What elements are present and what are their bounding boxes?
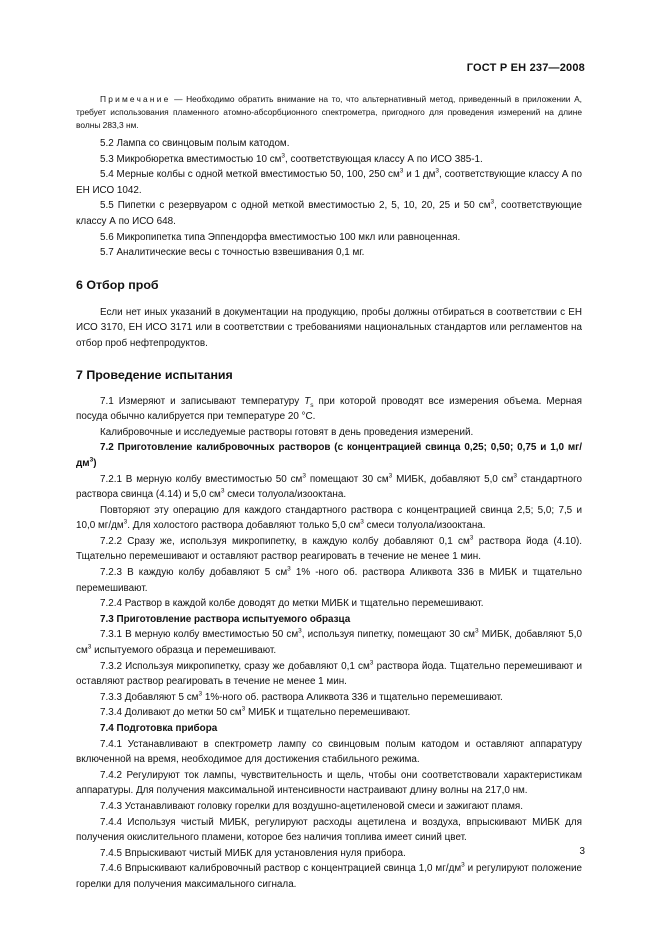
subsection-7-4-heading: 7.4 Подготовка прибора [100,723,218,734]
paragraph-7-2-2: 7.2.2 Сразу же, используя микропипетку, в каждую колбу добавляют 0,1 $см^3$ раствора йода (4.10). Тщательно перемешивают и оставляют раствор реагировать в течение не менее 1 мин. [76,534,582,563]
section-6-text: Если нет иных указаний в документации на продукцию, пробы должны отбираться в соответствии с ЕН ИСО 3170, ЕН ИСО 3171 или в соответствии с требованиями национальных стандартов или регламентов на отбор проб нефтепродуктов. [76,306,582,349]
paragraph-7-2-4: 7.2.4 Раствор в каждой колбе доводят до метки МИБК и тщательно перемешивают. [100,598,484,610]
paragraph-7-2-1-repeat: Повторяют эту операцию для каждого стандартного раствора с концентрацией свинца 2,5; 5,0; 7,5 и 10,0 $мг/дм^3$. Для холостого раствора добавляют только 5,0 $см^3$ смеси толуола/изооктана. [76,504,582,532]
paragraph-7-2-3: 7.2.3 В каждую колбу добавляют 5 $см^3$ 1% -ного об. раствора Аликвота 336 в МИБК и тщательно перемешивают. [76,565,582,594]
subsection-7-2-heading: 7.2 Приготовление калибровочных растворов (с концентрацией свинца 0,25; 0,50; 0,75 и 1,0 $мг/дм^3$) [76,442,582,469]
paragraph-7-4-5: 7.4.5 Впрыскивают чистый МИБК для установления нуля прибора. [100,847,406,859]
item-5-5: 5.5 Пипетки с резервуаром с одной меткой вместимостью 2, 5, 10, 20, 25 и 50 $см^3$, соответствующие классу А по ИСО 648. [76,199,582,227]
item-5-7: 5.7 Аналитические весы с точностью взвешивания 0,1 мг. [100,247,365,259]
section-6-heading: 6 Отбор проб [76,277,159,292]
paragraph-7-1 [76,394,582,425]
item-5-4: 5.4 Мерные колбы с одной меткой вместимостью 50, 100, 250 $см^3$ и 1 $дм^3$, соответствующие классу А по ЕН ИСО 1042. [76,167,583,196]
item-5-3: 5.3 Микробюретка вместимостью 10 $см^3$, соответствующая классу А по ИСО 385-1. [100,152,483,165]
item-5-6: 5.6 Микропипетка типа Эппендорфа вместимостью 100 мкл или равноценная. [100,231,461,243]
paragraph-7-3-3: 7.3.3 Добавляют 5 $см^3$ 1%-ного об. раствора Аликвота 336 и тщательно перемешивают. [100,690,503,703]
paragraph-7-1-note: Калибровочные и исследуемые растворы готовят в день проведения измерений. [100,426,474,438]
paragraph-7-4-1: 7.4.1 Устанавливают в спектрометр лампу со свинцовым полым катодом и оставляют аппаратуру включенной на время, необходимое для достижения стабильного режима. [76,738,582,766]
item-5-2: 5.2 Лампа со свинцовым полым катодом. [100,138,290,149]
p71-part-b: при которой проводят все измерения объема. Мерная посуда обычно калибруется при температуре 20 °С. [76,395,582,423]
subsection-7-3-heading: 7.3 Приготовление раствора испытуемого образца [100,613,351,625]
document-header: ГОСТ Р ЕН 237—2008 [466,62,585,74]
note-label: Примечание [100,94,171,104]
paragraph-7-4-6: 7.4.6 Впрыскивают калибровочный раствор с концентрацией свинца 1,0 $мг/дм^3$ и регулируют положение горелки для получения максимального сигнала. [76,862,583,890]
temperature-subscript: s [310,401,314,409]
note-paragraph [76,93,582,132]
p71-part-a: 7.1 Измеряют и записывают температуру [100,395,305,407]
note-text: — Необходимо обратить внимание на то, что альтернативный метод, приведенный в приложении А, требует использования пламенного атомно-абсорбционного спектрометра, пригодного для проведения измерений на длине волны 283,3 нм. [76,94,582,130]
paragraph-7-4-3: 7.4.3 Устанавливают головку горелки для воздушно-ацетиленовой смеси и зажигают пламя. [100,800,523,812]
document-body [76,93,582,893]
page-number: 3 [579,846,585,857]
temperature-symbol: T [304,395,311,407]
paragraph-7-3-1: 7.3.1 В мерную колбу вместимостью 50 $см^3$, используя пипетку, помещают 30 $см^3$ МИБК, добавляют 5,0 $см^3$ испытуемого образца и перемешивают. [76,628,582,657]
paragraph-7-4-4: 7.4.4 Используя чистый МИБК, регулируют расходы ацетилена и воздуха, впрыскивают МИБК для получения окислительного пламени, которое без наличия топлива имеет синий цвет. [76,816,582,844]
section-7-heading: 7 Проведение испытания [76,367,233,382]
paragraph-7-3-2: 7.3.2 Используя микропипетку, сразу же добавляют 0,1 $см^3$ раствора йода. Тщательно перемешивают и оставляют раствор реагировать в течение не менее 1 мин. [76,659,582,688]
paragraph-7-2-1: 7.2.1 В мерную колбу вместимостью 50 $см^3$ помещают 30 $см^3$ МИБК, добавляют 5,0 $см^3$ стандартного раствора свинца (4.14) и 5,0 $см^3$ смеси толуола/изооктана. [76,472,583,501]
paragraph-7-3-4: 7.3.4 Доливают до метки 50 $см^3$ МИБК и тщательно перемешивают. [100,706,411,719]
paragraph-7-4-2: 7.4.2 Регулируют ток лампы, чувствительность и щель, чтобы они соответствовали характеристикам аппаратуры. Для получения максимальной интенсивности настраивают длину волны на 217,0 нм. [76,769,582,797]
